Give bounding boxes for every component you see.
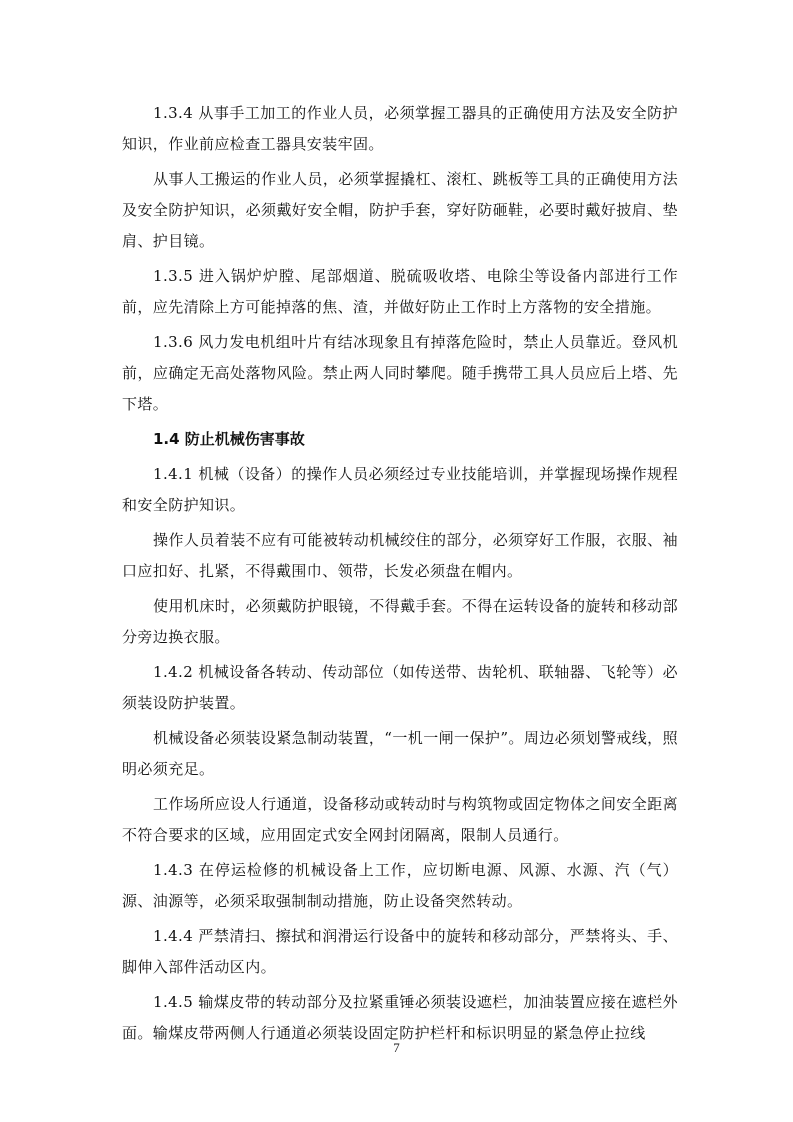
paragraph-emergency-brake: 机械设备必须装设紧急制动装置，“一机一闸一保护”。周边必须划警戒线，照明必须充足。 <box>122 729 678 778</box>
paragraph-1-4-2: 1.4.2 机械设备各转动、传动部位（如传送带、齿轮机、联轴器、飞轮等）必须装设防护装置。 <box>122 663 678 712</box>
paragraph-machine-tool: 使用机床时，必须戴防护眼镜，不得戴手套。不得在运转设备的旋转和移动部分旁边换衣服。 <box>122 597 678 646</box>
page-number: 7 <box>393 1040 400 1055</box>
paragraph-1-4-1: 1.4.1 机械（设备）的操作人员必须经过专业技能培训，并掌握现场操作规程和安全防护知识。 <box>122 465 678 514</box>
paragraph-1-3-6: 1.3.6 风力发电机组叶片有结冰现象且有掉落危险时，禁止人员靠近。登风机前，应确定无高处落物风险。禁止两人同时攀爬。随手携带工具人员应后上塔、先下塔。 <box>122 333 678 413</box>
paragraph-walkway: 工作场所应设人行通道，设备移动或转动时与构筑物或固定物体之间安全距离不符合要求的区域，应用固定式安全网封闭隔离，限制人员通行。 <box>122 795 678 844</box>
paragraph-manual-handling: 从事人工搬运的作业人员，必须掌握撬杠、滚杠、跳板等工具的正确使用方法及安全防护知识，必须戴好安全帽，防护手套，穿好防砸鞋，必要时戴好披肩、垫肩、护目镜。 <box>122 170 678 250</box>
paragraph-1-4-4: 1.4.4 严禁清扫、擦拭和润滑运行设备中的旋转和移动部分，严禁将头、手、脚伸入部件活动区内。 <box>122 927 678 976</box>
paragraph-1-4-5: 1.4.5 输煤皮带的转动部分及拉紧重锤必须装设遮栏，加油装置应接在遮栏外面。输煤皮带两侧人行通道必须装设固定防护栏杆和标识明显的紧急停止拉线 <box>122 993 678 1042</box>
document-body <box>122 98 678 1053</box>
paragraph-1-4-3: 1.4.3 在停运检修的机械设备上工作，应切断电源、风源、水源、汽（气）源、油源等，必须采取强制制动措施，防止设备突然转动。 <box>122 861 678 910</box>
section-heading-1-4: 1.4 防止机械伤害事故 <box>153 430 305 448</box>
paragraph-1-3-4: 1.3.4 从事手工加工的作业人员，必须掌握工器具的正确使用方法及安全防护知识，作业前应检查工器具安装牢固。 <box>122 104 678 153</box>
paragraph-operator-attire: 操作人员着装不应有可能被转动机械绞住的部分，必须穿好工作服，衣服、袖口应扣好、扎紧，不得戴围巾、领带，长发必须盘在帽内。 <box>122 531 678 580</box>
paragraph-1-3-5: 1.3.5 进入锅炉炉膛、尾部烟道、脱硫吸收塔、电除尘等设备内部进行工作前，应先清除上方可能掉落的焦、渣，并做好防止工作时上方落物的安全措施。 <box>122 267 678 316</box>
